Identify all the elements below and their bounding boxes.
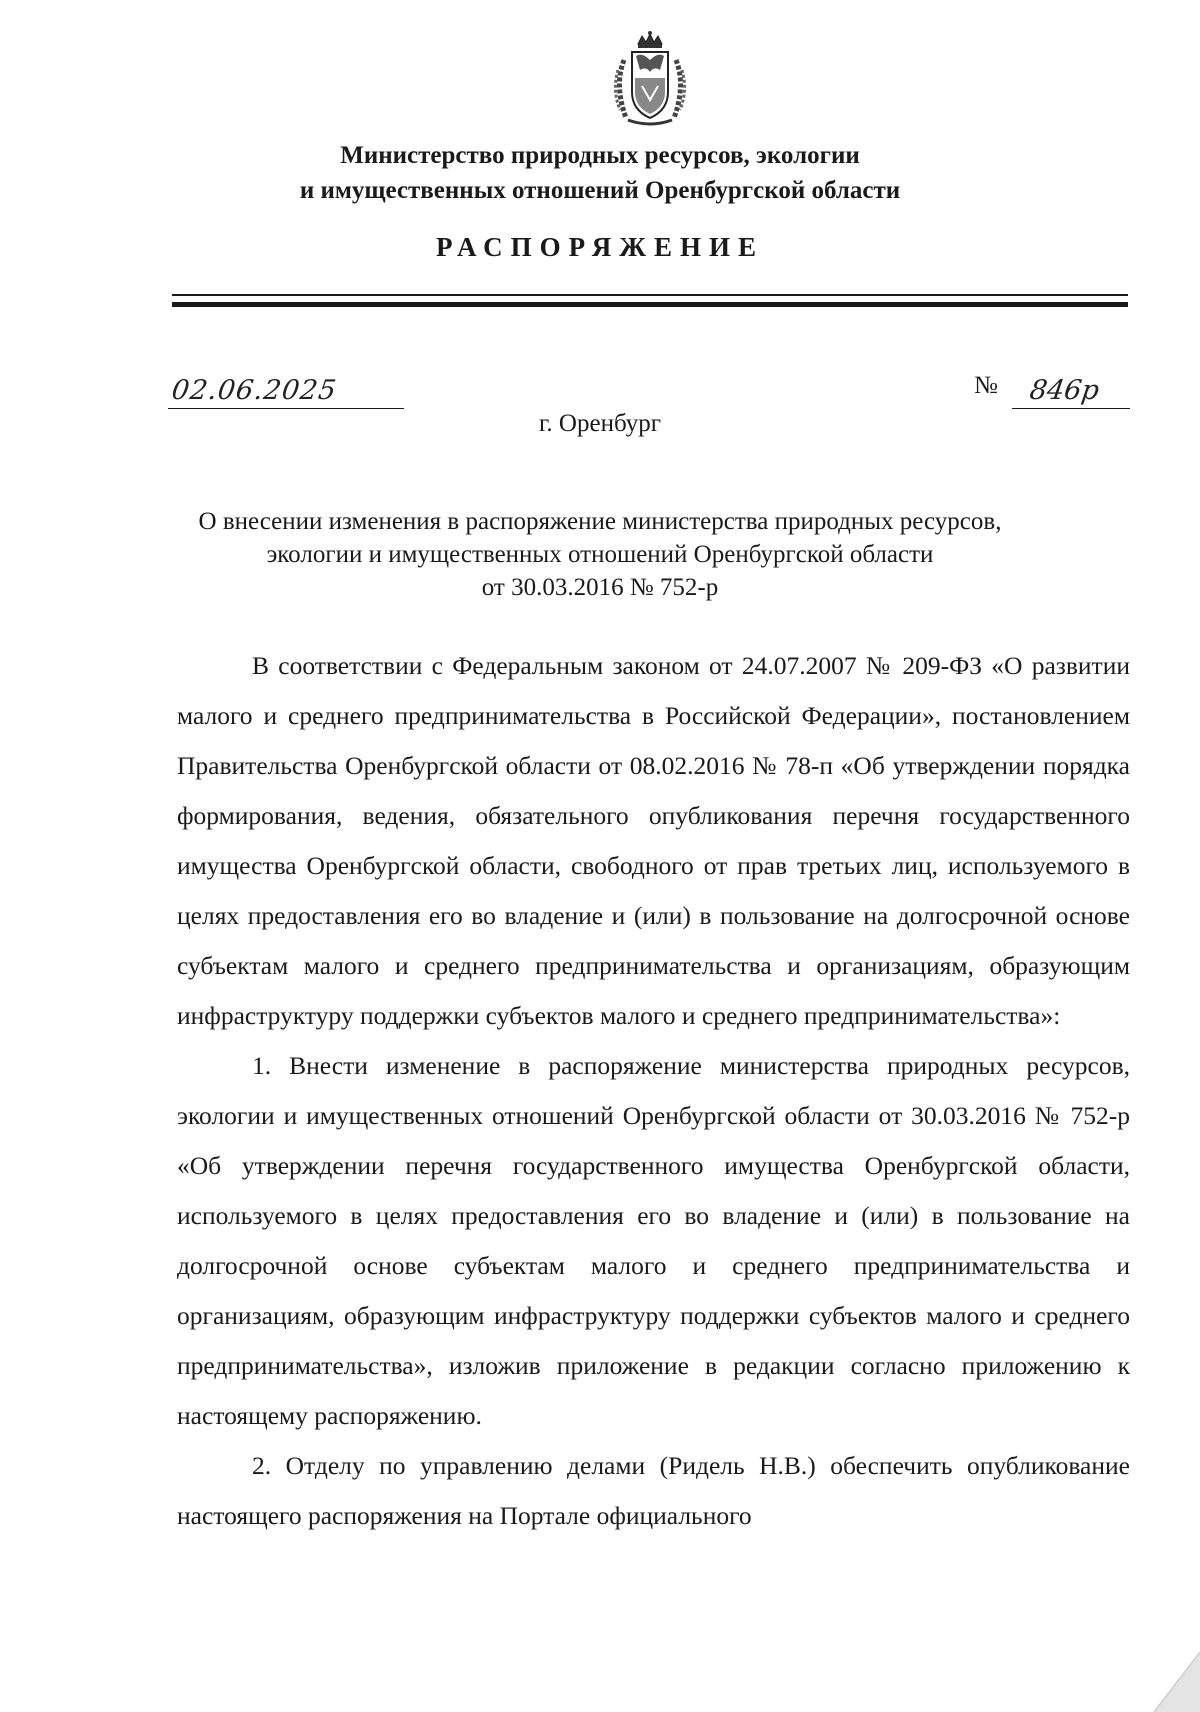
body-paragraph-preamble: В соответствии с Федеральным законом от 24.07.2007 № 209-ФЗ «О развитии малого и среднего предпринимательства в Российской Федерации», постановлением Правительства Оренбургской области от 08.02.2016 № 78-п «Об утверждении порядка формирования, ведения, обязательного опубликования перечня государственного имущества Оренбургской области, свободного от прав третьих лиц, используемого в целях предоставления его во владение и (или) в пользование на долгосрочной основе субъектам малого и среднего предпринимательства и организациям, образующим инфраструктуру поддержки субъектов малого и среднего предпринимательства»: — [177, 651, 1130, 1030]
date-field — [168, 364, 404, 409]
page-corner-fold-icon — [1154, 1652, 1200, 1712]
body-paragraph-item-1: 1. Внести изменение в распоряжение министерства природных ресурсов, экологии и имущественных отношений Оренбургской области от 30.03.2016 № 752-р «Об утверждении перечня государственного имущества Оренбургской области, используемого в целях предоставления его во владение и (или) в пользование на долгосрочной основе субъектам малого и среднего предпринимательства и организациям, образующим инфраструктуру поддержки субъектов малого и среднего предпринимательства», изложив приложение в редакции согласно приложению к настоящему распоряжению. — [177, 1051, 1130, 1430]
ministry-name-line1: Министерство природных ресурсов, экологии — [340, 142, 860, 169]
ministry-name-line2: и имущественных отношений Оренбургской области — [299, 177, 901, 204]
body-paragraph-item-2: 2. Отделу по управлению делами (Ридель Н.В.) обеспечить опубликование настоящего распоряжения на Портале официального — [177, 1451, 1130, 1530]
handwritten-date: 02.06.2025 — [169, 375, 339, 406]
number-field — [1012, 364, 1130, 409]
subject-line2: экологии и имущественных отношений Оренбургской области — [266, 541, 934, 568]
header-divider-thick — [172, 302, 1128, 307]
number-label: № — [974, 372, 998, 399]
document-subject — [150, 505, 1050, 604]
header-divider-thin — [172, 294, 1128, 296]
coat-of-arms-emblem — [608, 30, 692, 130]
subject-line3: от 30.03.2016 № 752-р — [481, 574, 719, 601]
document-body — [177, 641, 1130, 1541]
subject-line1: О внесении изменения в распоряжение министерства природных ресурсов, — [198, 508, 1002, 535]
document-type-heading: РАСПОРЯЖЕНИЕ — [435, 232, 765, 262]
city-name: г. Оренбург — [539, 410, 661, 437]
ministry-name — [0, 138, 1200, 208]
handwritten-number: 846р — [1027, 375, 1102, 406]
